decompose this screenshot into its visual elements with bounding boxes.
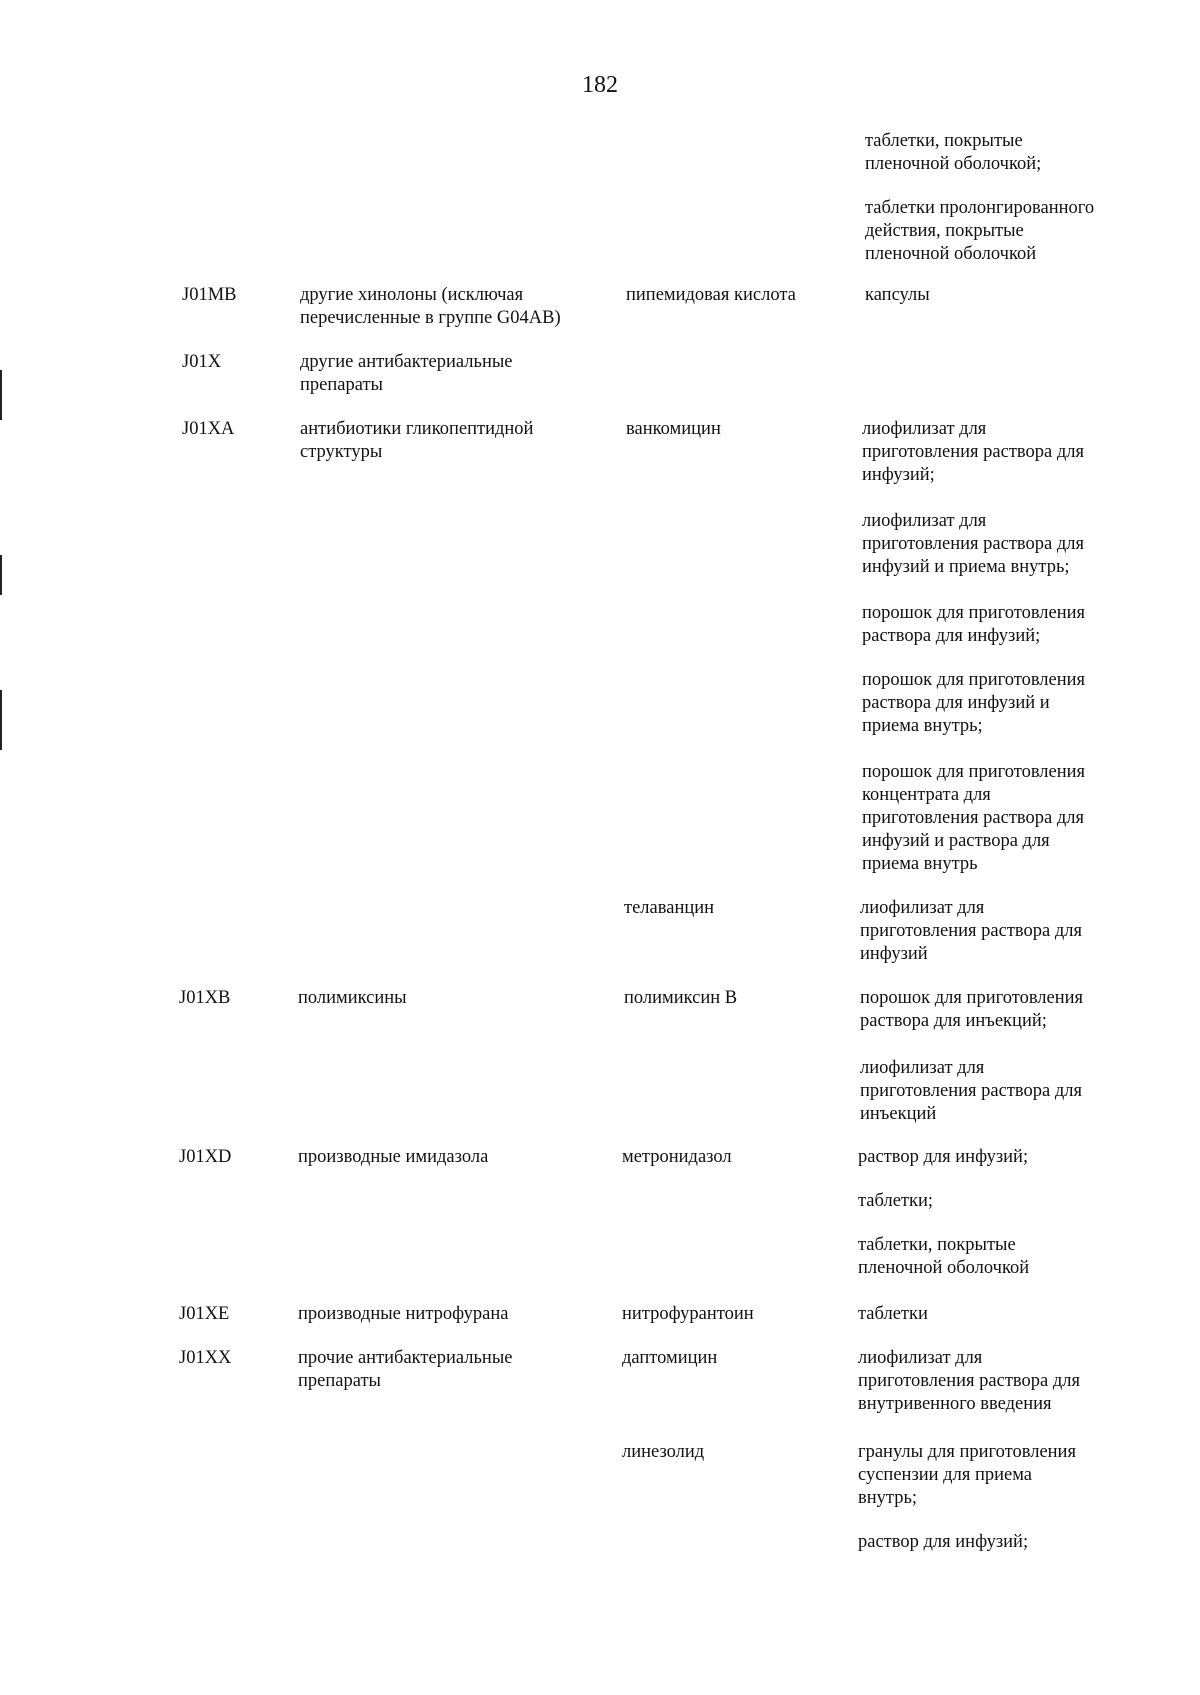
table-cell-group: полимиксины (298, 988, 407, 1008)
table-cell-form: раствор для инфузий; (858, 1532, 1029, 1552)
table-cell-form: порошок для приготовления раствора для инфузий и приема внутрь; (862, 670, 1086, 736)
table-cell-code: J01XA (182, 419, 235, 439)
table-cell-code: J01XD (179, 1147, 232, 1167)
table-cell-form: таблетки; (858, 1191, 934, 1211)
table-cell-group: другие антибактериальные препараты (300, 352, 513, 395)
table-cell-code: J01XE (179, 1304, 230, 1324)
table-cell-drug: нитрофурантоин (622, 1304, 754, 1324)
table-cell-drug: полимиксин В (624, 988, 738, 1008)
table-cell-form: раствор для инфузий; (858, 1147, 1029, 1167)
table-cell-drug: метронидазол (622, 1147, 732, 1167)
table-cell-form: порошок для приготовления раствора для инъекций; (860, 988, 1084, 1031)
table-cell-form: гранулы для приготовления суспензии для приема внутрь; (858, 1442, 1076, 1508)
table-cell-drug: телаванцин (624, 898, 715, 918)
page-number: 182 (582, 72, 618, 98)
table-cell-group: производные имидазола (298, 1147, 489, 1167)
scan-edge-mark (0, 555, 2, 595)
table-cell-form: порошок для приготовления раствора для инфузий; (862, 603, 1086, 646)
table-cell-code: J01X (182, 352, 222, 372)
table-cell-form: порошок для приготовления концентрата для приготовления раствора для инфузий и раствора для приема внутрь (862, 762, 1086, 874)
table-cell-group: антибиотики гликопептидной структуры (300, 419, 534, 462)
table-cell-form: таблетки, покрытые пленочной оболочкой (858, 1235, 1030, 1278)
table-cell-drug: ванкомицин (626, 419, 721, 439)
table-cell-drug: пипемидовая кислота (626, 285, 796, 305)
table-cell-code: J01XB (179, 988, 231, 1008)
table-cell-drug: даптомицин (622, 1348, 718, 1368)
table-cell-code: J01MB (182, 285, 237, 305)
table-cell-code: J01XX (179, 1348, 232, 1368)
table-cell-form: капсулы (865, 285, 930, 305)
scan-edge-mark (0, 370, 2, 420)
table-cell-form: лиофилизат для приготовления раствора для внутривенного введения (858, 1348, 1080, 1414)
table-cell-drug: линезолид (622, 1442, 705, 1462)
table-cell-group: прочие антибактериальные препараты (298, 1348, 513, 1391)
table-cell-form: лиофилизат для приготовления раствора для инъекций (860, 1058, 1082, 1124)
table-cell-group: другие хинолоны (исключая перечисленные в группе G04AB) (300, 285, 561, 328)
table-cell-form: таблетки, покрытые пленочной оболочкой; (865, 131, 1042, 174)
table-cell-form: лиофилизат для приготовления раствора для инфузий и приема внутрь; (862, 511, 1084, 577)
table-cell-form: лиофилизат для приготовления раствора для инфузий; (862, 419, 1084, 485)
table-cell-group: производные нитрофурана (298, 1304, 509, 1324)
table-cell-form: таблетки (858, 1304, 928, 1324)
scan-edge-mark (0, 690, 2, 750)
table-cell-form: лиофилизат для приготовления раствора для инфузий (860, 898, 1082, 964)
table-cell-form: таблетки пролонгированного действия, покрытые пленочной оболочкой (865, 198, 1095, 264)
